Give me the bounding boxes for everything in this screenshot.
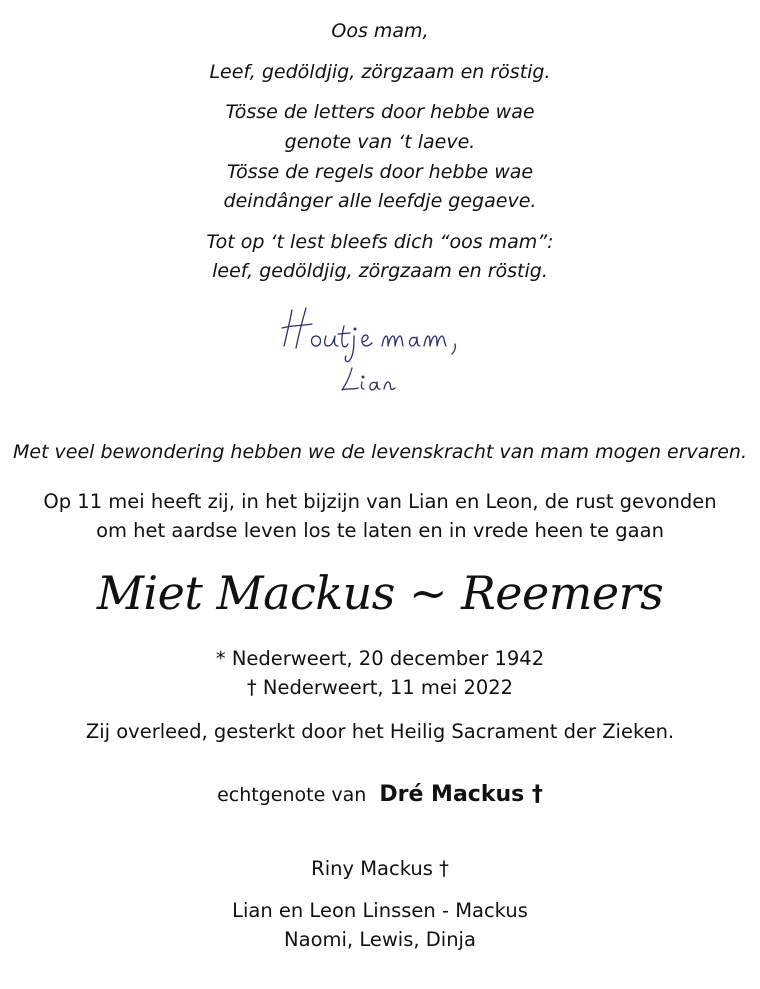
poem-line: Tot op ‘t lest bleefs dich “oos mam”:: [206, 231, 554, 253]
spouse-line: [0, 782, 760, 807]
sacrament-line: Zij overleed, gesterkt door het Heilig Sacrament der Zieken.: [85, 720, 675, 743]
poem-line: Tösse de regels door hebbe wae: [226, 161, 534, 183]
spouse-prefix: echtgenote van: [217, 784, 367, 806]
birth-line: * Nederweert, 20 december 1942: [215, 647, 545, 670]
poem-line: leef, gedöldjig, zörgzaam en röstig.: [212, 260, 548, 282]
poem-line: deindânger alle leefdje gegaeve.: [223, 190, 537, 212]
announcement-line: om het aardse leven los te laten en in vrede heen te gaan: [96, 519, 664, 542]
poem-line: Tösse de letters door hebbe wae: [225, 101, 535, 123]
spouse-name: Dré Mackus †: [379, 782, 543, 807]
announcement-line: Op 11 mei heeft zij, in het bijzijn van Lian en Leon, de rust gevonden: [43, 490, 717, 513]
intro-text: Met veel bewondering hebben we de levenskracht van mam mogen ervaren.: [12, 441, 747, 463]
family-line: Lian en Leon Linssen - Mackus: [232, 899, 528, 922]
family-line: Riny Mackus †: [311, 857, 449, 880]
poem-title: Oos mam,: [331, 20, 429, 42]
poem-line: Leef, gedöldjig, zörgzaam en röstig.: [209, 61, 551, 83]
family-line: Naomi, Lewis, Dinja: [284, 928, 476, 951]
handwritten-signature: [280, 298, 480, 408]
death-line: † Nederweert, 11 mei 2022: [246, 676, 514, 699]
deceased-name: Miet Mackus ~ Reemers: [96, 566, 664, 620]
poem-line: genote van ‘t laeve.: [284, 131, 476, 153]
